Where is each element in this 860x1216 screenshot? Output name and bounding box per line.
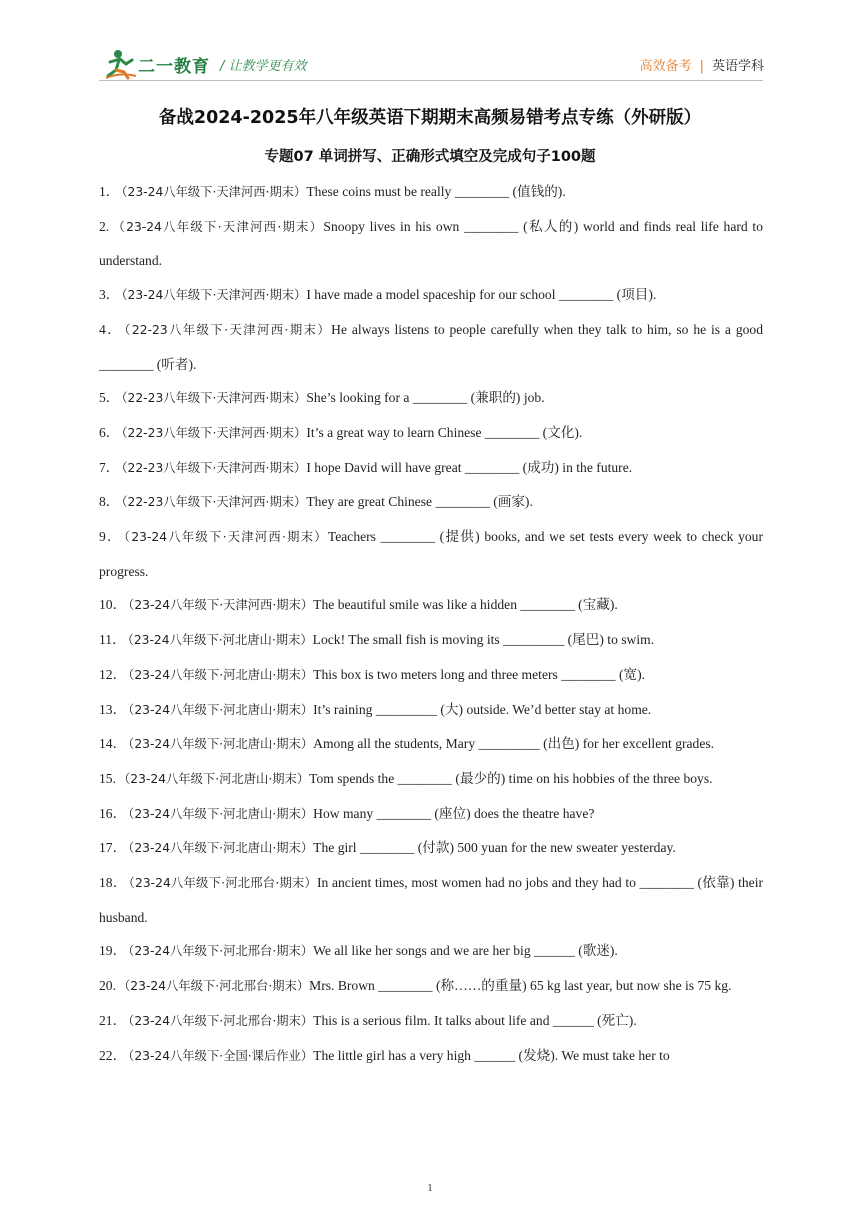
question-item [99,588,763,623]
question-source: （22-23八年级下·天津河西·期末） [121,391,307,406]
question-source: （22-23八年级下·天津河西·期末） [124,322,332,337]
question-number: 21． [99,1012,127,1028]
question-source: （23-24八年级下·河北唐山·期末） [128,806,314,821]
question-source: （23-24八年级下·河北唐山·期末） [118,771,310,786]
question-number: 9． [99,529,122,545]
tag-separator: | [699,59,704,74]
question-text: I hope David will have great ________ (成功) in the future. [306,459,633,475]
question-number: 5． [99,390,120,406]
question-number: 10． [99,597,127,613]
question-item [99,313,763,381]
question-item [99,934,763,969]
question-item [99,1039,763,1074]
question-text: Teachers ________ (提供) books, and we set tests every week to check your progress. [99,529,763,579]
question-number: 11． [99,632,126,648]
question-number: 16． [99,805,127,821]
tag-right: 英语学科 [711,59,764,74]
question-text: Lock! The small fish is moving its _________ (尾巴) to swim. [312,632,655,648]
question-list [99,175,763,1073]
question-text: We all like her songs and we are her big ______ (歌迷). [313,943,618,959]
question-number: 18． [99,875,127,891]
question-source: （22-23八年级下·天津河西·期末） [121,495,307,510]
question-number: 6． [99,424,120,440]
page-header [0,0,860,90]
question-item [99,797,763,832]
question-text: It’s raining _________ (大) outside. We’d better stay at home. [313,701,652,717]
question-text: The little girl has a very high ______ (发烧). We must take her to [313,1047,670,1063]
question-text: Among all the students, Mary _________ (出色) for her excellent grades. [313,736,715,752]
question-text: This is a serious film. It talks about life and ______ (死亡). [313,1012,637,1028]
question-number: 14． [99,736,127,752]
question-item [99,416,763,451]
question-text: They are great Chinese ________ (画家). [306,494,533,510]
question-item [99,210,763,278]
question-number: 2. [99,218,110,234]
question-text: These coins must be really ________ (值钱的). [306,184,566,199]
header-divider [99,80,763,81]
question-item [99,727,763,762]
question-text: Mrs. Brown ________ (称……的重量) 65 kg last year, but now she is 75 kg. [309,978,732,994]
question-item [99,658,763,693]
question-number: 17． [99,840,127,856]
question-item [99,623,763,658]
question-text: The girl ________ (付款) 500 yuan for the new sweater yesterday. [313,840,676,856]
question-item [99,762,763,797]
question-item [99,831,763,866]
question-item [99,175,763,210]
question-item [99,969,763,1004]
question-number: 19． [99,943,127,959]
question-item [99,866,763,934]
slogan: / 让教学更有效 [220,59,307,74]
question-number: 12． [99,666,127,682]
question-source: （23-24八年级下·天津河西·期末） [128,598,314,613]
document-title: 备战2024-2025年八年级英语下期期末高频易错考点专练（外研版） [158,108,702,128]
page-number: 1 [427,1182,433,1194]
question-item [99,485,763,520]
question-text: I have made a model spaceship for our school ________ (项目). [306,287,657,303]
question-source: （23-24八年级下·河北唐山·期末） [128,841,314,856]
question-text: In ancient times, most women had no jobs and they had to ________ (依靠) their husband. [99,875,763,925]
question-source: （23-24八年级下·河北唐山·期末） [128,667,314,682]
question-item [99,1004,763,1039]
question-source: （23-24八年级下·全国·课后作业） [128,1048,314,1063]
question-number: 8． [99,494,120,510]
question-source: （23-24八年级下·天津河西·期末） [121,185,307,199]
question-source: （23-24八年级下·天津河西·期末） [111,219,324,234]
question-source: （23-24八年级下·天津河西·期末） [121,288,307,303]
question-item [99,693,763,728]
tag-left: 高效备考 [639,59,692,74]
question-source: （23-24八年级下·河北邢台·期末） [128,1013,314,1028]
question-item [99,520,763,588]
question-text: She’s looking for a ________ (兼职的) job. [306,390,545,406]
question-source: （22-23八年级下·天津河西·期末） [121,425,307,440]
document-subtitle: 专题07 单词拼写、正确形式填空及完成句子100题 [264,149,596,165]
question-text: The beautiful smile was like a hidden ________ (宝藏). [313,597,618,613]
question-number: 22． [99,1047,127,1063]
header-tags [640,55,764,74]
question-number: 4． [99,321,123,337]
question-text: How many ________ (座位) does the theatre have? [313,805,595,821]
question-text: Snoopy lives in his own ________ (私人的) world and finds real life hard to understand. [99,218,763,269]
question-source: （23-24八年级下·河北唐山·期末） [128,737,314,752]
question-source: （23-24八年级下·河北邢台·期末） [128,944,314,959]
question-text: Tom spends the ________ (最少的) time on his hobbies of the three boys. [309,770,713,786]
question-text: It’s a great way to learn Chinese ________ (文化). [306,424,583,440]
question-source: （23-24八年级下·河北唐山·期末） [128,702,314,717]
question-number: 3． [99,287,120,303]
question-number: 15. [99,770,116,786]
question-source: （23-24八年级下·河北唐山·期末） [127,633,313,648]
question-item [99,278,763,313]
question-source: （22-23八年级下·天津河西·期末） [121,460,307,475]
question-item [99,451,763,486]
question-number: 7． [99,459,120,475]
question-text: This box is two meters long and three meters ________ (宽). [313,666,646,682]
logo-text: 二一教育 [138,57,210,77]
question-number: 1． [99,184,120,199]
question-text: He always listens to people carefully when they talk to him, so he is a good ________ (听者). [99,321,764,372]
question-item [99,381,763,416]
question-source: （23-24八年级下·天津河西·期末） [123,530,328,545]
question-source: （23-24八年级下·河北邢台·期末） [118,979,310,994]
question-source: （23-24八年级下·河北邢台·期末） [128,876,318,891]
question-number: 13． [99,701,127,717]
question-number: 20. [99,978,116,994]
